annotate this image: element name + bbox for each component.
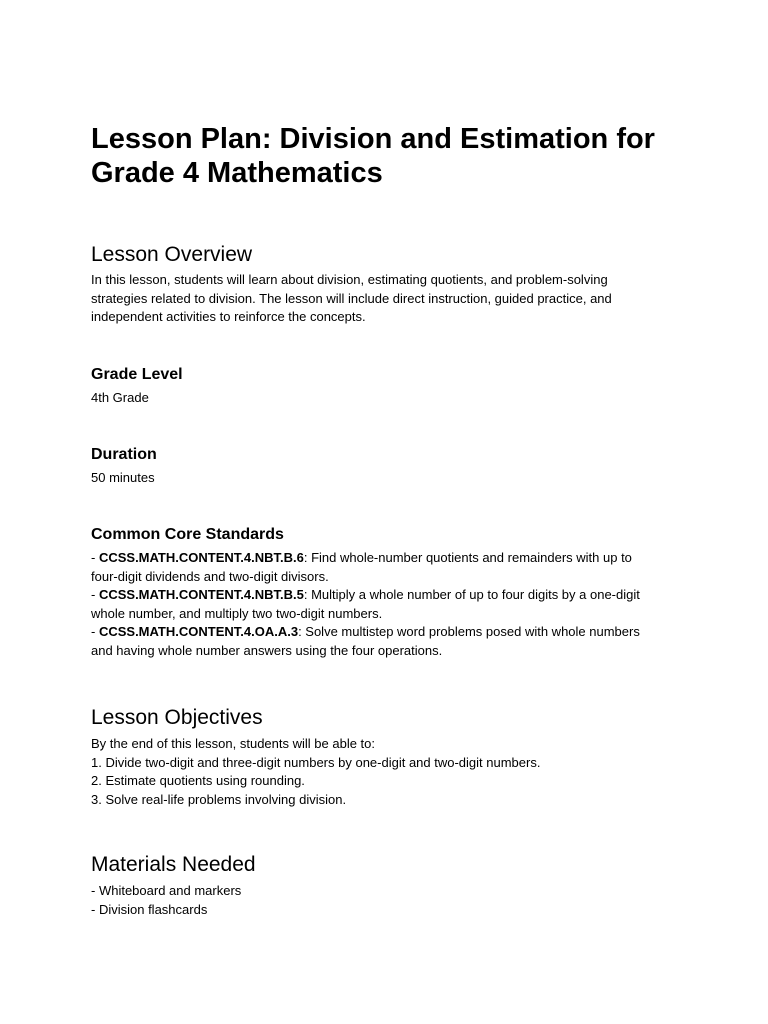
standard-item [91, 586, 691, 605]
page-title: Lesson Plan: Division and Estimation for Grade 4 Mathematics [91, 123, 655, 189]
standard-text: : Multiply a whole number of up to four digits by a one-digit [303, 587, 640, 602]
standards-heading: Common Core Standards [91, 526, 284, 543]
standard-text-continued: whole number, and multiply two two-digit numbers. [91, 605, 383, 621]
overview-heading: Lesson Overview [91, 243, 253, 266]
standard-code: CCSS.MATH.CONTENT.4.NBT.B.5 [98, 587, 304, 602]
list-item: - Division flashcards [91, 901, 208, 917]
overview-paragraph [91, 271, 691, 327]
standard-text-continued: four-digit dividends and two-digit divisors. [91, 568, 329, 584]
duration-value: 50 minutes [91, 470, 155, 485]
standard-item [91, 623, 691, 642]
standard-text: : Find whole-number quotients and remainders with up to [303, 550, 632, 565]
duration-heading: Duration [91, 446, 157, 463]
grade-level-value: 4th Grade [91, 390, 149, 405]
overview-line: In this lesson, students will learn about division, estimating quotients, and problem-solving [91, 272, 608, 287]
list-dash: - [91, 624, 99, 639]
standard-code: CCSS.MATH.CONTENT.4.NBT.B.6 [98, 550, 304, 565]
list-item: 3. Solve real-life problems involving division. [91, 791, 347, 807]
standard-item [91, 549, 691, 568]
list-dash: - [91, 587, 99, 602]
list-item: - Whiteboard and markers [91, 883, 242, 898]
list-item: 1. Divide two-digit and three-digit numbers by one-digit and two-digit numbers. [91, 754, 541, 770]
list-dash: - [91, 550, 99, 565]
standard-text-continued: and having whole number answers using the four operations. [91, 642, 443, 658]
grade-level-heading: Grade Level [91, 366, 183, 383]
list-item: 2. Estimate quotients using rounding. [91, 773, 305, 788]
overview-line: strategies related to division. The lesson will include direct instruction, guided practice, and [91, 290, 612, 306]
overview-line: independent activities to reinforce the concepts. [91, 309, 366, 324]
standard-code: CCSS.MATH.CONTENT.4.OA.A.3 [98, 624, 299, 639]
objectives-heading: Lesson Objectives [91, 706, 263, 729]
materials-list [91, 882, 691, 919]
objectives-list [91, 735, 691, 809]
standard-text: : Solve multistep word problems posed with whole numbers [298, 624, 640, 639]
objectives-intro: By the end of this lesson, students will be able to: [91, 736, 376, 751]
standards-list [91, 549, 691, 660]
materials-heading: Materials Needed [91, 853, 256, 876]
